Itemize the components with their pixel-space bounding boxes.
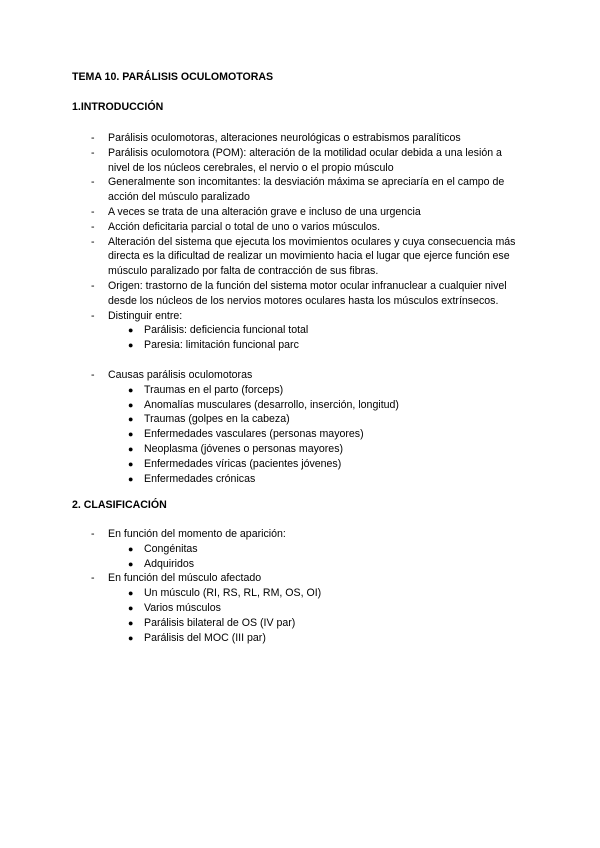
distinguir-sublist bbox=[108, 323, 524, 353]
document-title: TEMA 10. PARÁLISIS OCULOMOTORAS bbox=[72, 71, 274, 83]
sublist-item: ● Parálisis del MOC (III par) bbox=[128, 631, 266, 644]
list-item-causas: - Causas parálisis oculomotoras ● Traumas en el parto (forceps) ● Anomalías musculares (desarrollo, inserción, longitud) ● Traumas (golpes en la cabeza) ● Enfermedades vasculares (personas mayores) ● Neoplasma (jóvenes o personas mayores) ● Enfermedades víricas (pacientes jóvenes) ● Enfermedades crónicas bbox=[0, 368, 524, 486]
bullet-icon: ● bbox=[128, 543, 134, 554]
introduccion-list bbox=[0, 131, 600, 486]
bullet-icon: ● bbox=[128, 632, 134, 643]
sublist-item: ● Parálisis: deficiencia funcional total bbox=[128, 324, 309, 337]
bullet-icon: ● bbox=[128, 340, 134, 351]
sublist-item: ● Adquiridos bbox=[128, 557, 195, 570]
sublist-item: ● Anomalías musculares (desarrollo, inserción, longitud) bbox=[128, 398, 399, 411]
dash-marker: - bbox=[91, 146, 95, 159]
bullet-icon: ● bbox=[128, 602, 134, 613]
bullet-icon: ● bbox=[128, 473, 134, 484]
dash-marker: - bbox=[91, 279, 95, 292]
causas-sublist bbox=[108, 383, 524, 487]
list-item-distinguir: - Distinguir entre: ● Parálisis: deficiencia funcional total ● Paresia: limitación funcional parc bbox=[0, 309, 524, 353]
list-item-musculo: - En función del músculo afectado ● Un músculo (RI, RS, RL, RM, OS, OI) ● Varios músculos ● Parálisis bilateral de OS (IV par) ● Parálisis del MOC (III par) bbox=[0, 571, 524, 645]
sublist-item: ● Enfermedades vasculares (personas mayores) bbox=[128, 428, 364, 441]
sublist-item: ● Enfermedades víricas (pacientes jóvenes) bbox=[128, 457, 342, 470]
sublist-item: ● Un músculo (RI, RS, RL, RM, OS, OI) bbox=[128, 587, 322, 600]
sublist-item: ● Congénitas bbox=[128, 542, 198, 555]
dash-marker: - bbox=[91, 176, 95, 189]
bullet-icon: ● bbox=[128, 414, 134, 425]
sublist-item: ● Parálisis bilateral de OS (IV par) bbox=[128, 616, 296, 629]
bullet-icon: ● bbox=[128, 458, 134, 469]
dash-marker: - bbox=[91, 368, 95, 381]
dash-marker: - bbox=[91, 220, 95, 233]
dash-marker: - bbox=[91, 309, 95, 322]
list-item: - Acción deficitaria parcial o total de uno o varios músculos. bbox=[91, 220, 381, 233]
sublist-item: ● Neoplasma (jóvenes o personas mayores) bbox=[128, 442, 344, 455]
bullet-icon: ● bbox=[128, 617, 134, 628]
section-heading-clasificacion: 2. CLASIFICACIÓN bbox=[72, 499, 167, 511]
list-item: - Generalmente son incomitantes: la desviación máxima se apreciaría en el campo de acción del músculo paralizado bbox=[91, 176, 505, 204]
dash-marker: - bbox=[91, 572, 95, 585]
musculo-sublist bbox=[108, 586, 524, 645]
momento-sublist bbox=[108, 542, 524, 572]
bullet-icon: ● bbox=[128, 325, 134, 336]
sublist-item: ● Traumas en el parto (forceps) bbox=[128, 383, 284, 396]
sublist-item: ● Varios músculos bbox=[128, 601, 221, 614]
list-item: - Parálisis oculomotoras, alteraciones neurológicas o estrabismos paralíticos bbox=[91, 132, 461, 144]
bullet-icon: ● bbox=[128, 399, 134, 410]
bullet-icon: ● bbox=[128, 558, 134, 569]
dash-marker: - bbox=[91, 205, 95, 218]
dash-marker: - bbox=[91, 235, 95, 248]
bullet-icon: ● bbox=[128, 588, 134, 599]
sublist-item: ● Traumas (golpes en la cabeza) bbox=[128, 413, 290, 426]
clasificacion-list bbox=[0, 527, 600, 645]
bullet-icon: ● bbox=[128, 443, 134, 454]
list-item: - A veces se trata de una alteración grave e incluso de una urgencia bbox=[91, 205, 421, 218]
dash-marker: - bbox=[91, 528, 95, 540]
list-item: - Origen: trastorno de la función del sistema motor ocular infranuclear a cualquier nivel desde los núcleos de los nervios motores oculares hasta los músculos extrínsecos. bbox=[91, 279, 507, 307]
section-heading-introduccion: 1.INTRODUCCIÓN bbox=[72, 101, 164, 113]
bullet-icon: ● bbox=[128, 429, 134, 440]
dash-marker: - bbox=[91, 132, 95, 144]
sublist-item: ● Enfermedades crónicas bbox=[128, 472, 256, 485]
sublist-item: ● Paresia: limitación funcional parc bbox=[128, 339, 299, 352]
list-item-momento: - En función del momento de aparición: ● Congénitas ● Adquiridos bbox=[0, 527, 524, 571]
spacer bbox=[0, 353, 524, 368]
list-item: - Parálisis oculomotora (POM): alteración de la motilidad ocular debida a una lesión a nivel de los núcleos cerebrales, el nervio o el propio músculo bbox=[91, 146, 502, 174]
bullet-icon: ● bbox=[128, 384, 134, 395]
list-item: - Alteración del sistema que ejecuta los movimientos oculares y cuya consecuencia más directa es la dificultad de realizar un movimiento hacia el lugar que ejerce función ese músculo paralizado por falta de contracción de sus fibras. bbox=[91, 235, 516, 278]
